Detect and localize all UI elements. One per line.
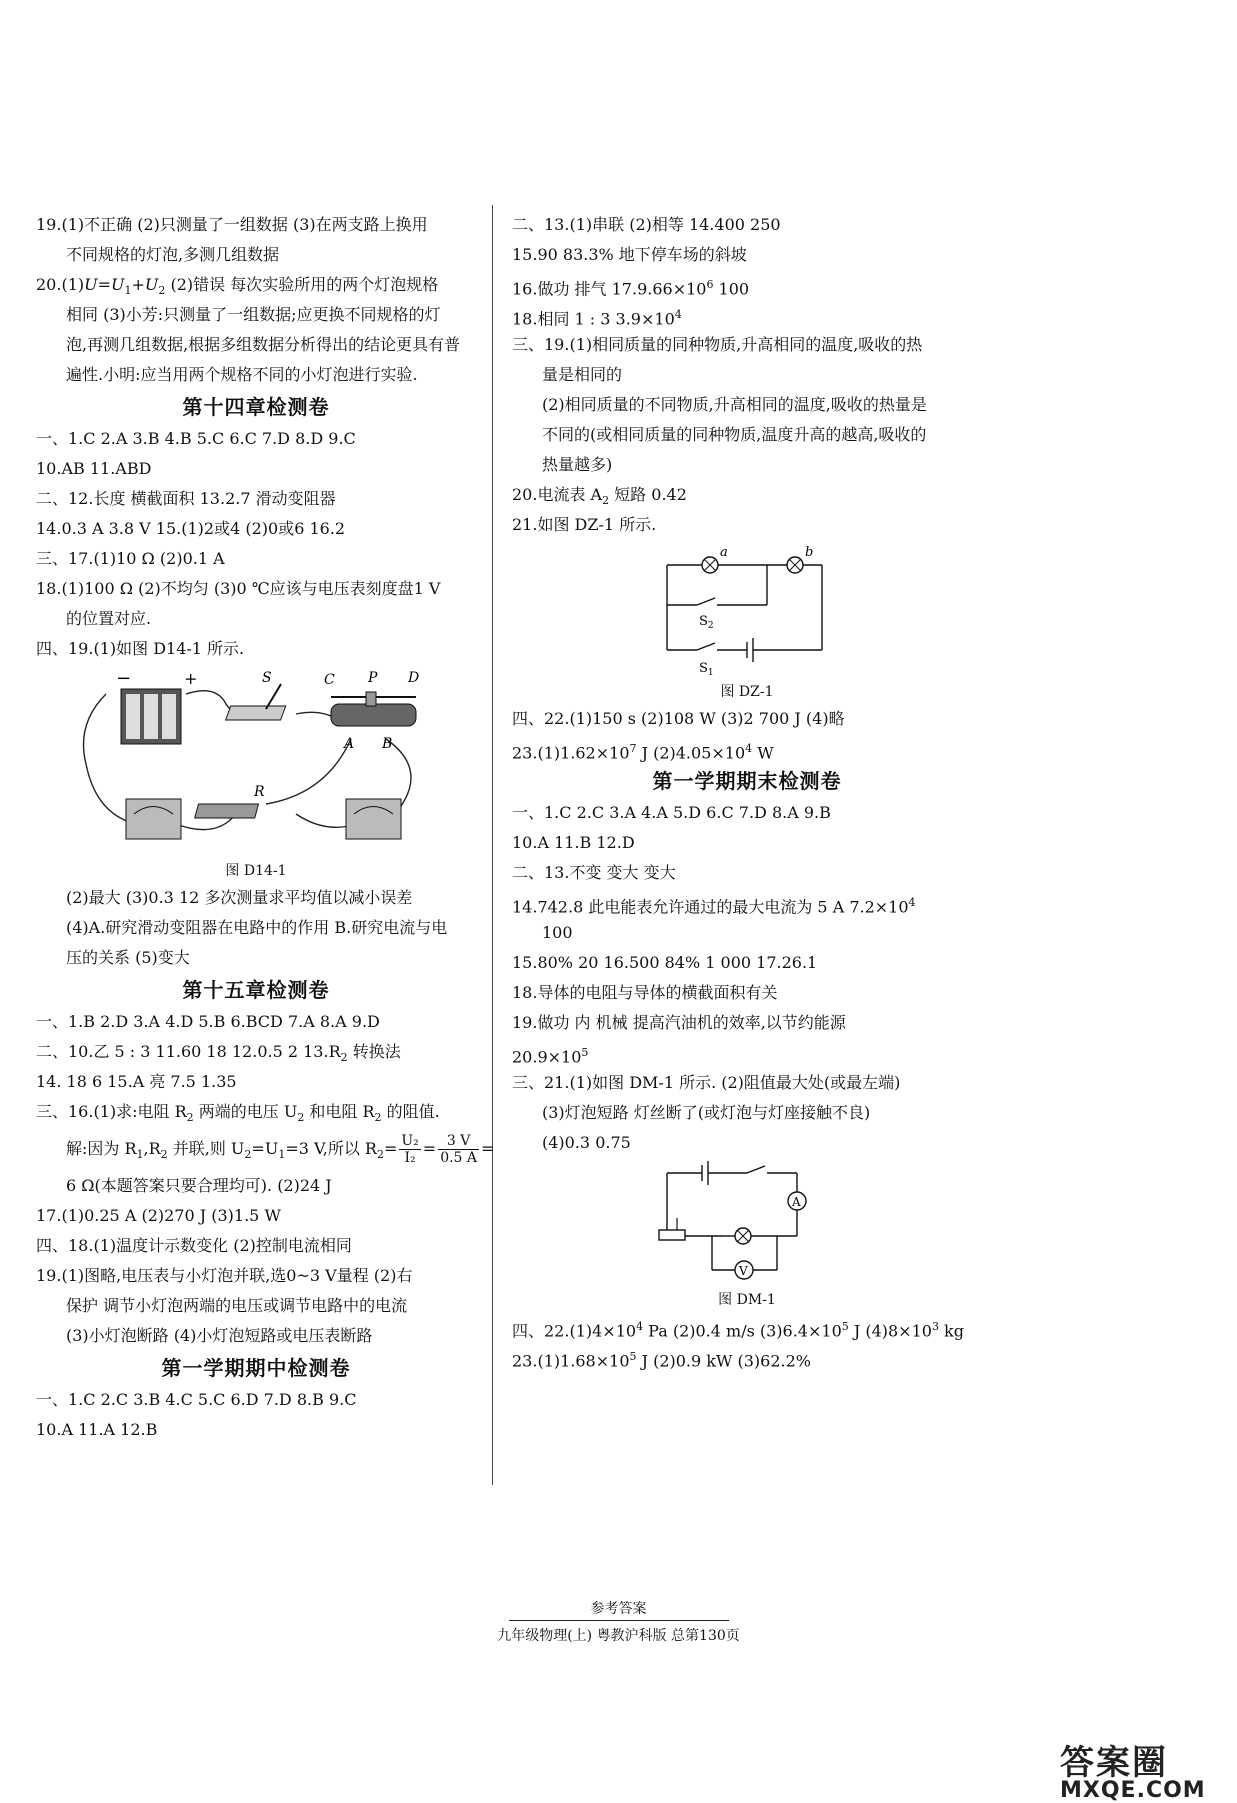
answer-line: 20.电流表 $A_2$ 短路 0.42: [512, 485, 687, 508]
answer-line: 量是相同的: [542, 365, 623, 384]
answer-line: 15.90 83.3% 地下停车场的斜坡: [512, 245, 747, 264]
resistor-icon: [195, 804, 259, 818]
answer-line: 遍性.小明:应当用两个规格不同的小灯泡进行实验.: [66, 365, 418, 384]
figure-d14-1: [66, 664, 446, 859]
answer-line: 19.(1)不正确 (2)只测量了一组数据 (3)在两支路上换用: [36, 215, 428, 234]
answer-line: 不同的(或相同质量的同种物质,温度升高的越高,吸收的: [542, 425, 927, 444]
answer-line: 压的关系 (5)变大: [66, 948, 190, 967]
answer-line: 的位置对应.: [66, 609, 152, 628]
answer-line: 18.导体的电阻与导体的横截面积有关: [512, 983, 778, 1002]
answer-line: $20.(1)U=U_1+U_2$ (2)错误 每次实验所用的两个灯泡规格: [36, 275, 439, 298]
answer-line: 6 Ω(本题答案只要合理均可). (2)24 J: [66, 1176, 332, 1195]
section-title: 第十四章检测卷: [182, 395, 330, 419]
terminal-b-label: B: [382, 736, 393, 752]
figure-caption: 图 D14-1: [225, 863, 287, 879]
answer-line: 三、19.(1)相同质量的同种物质,升高相同的温度,吸收的热: [512, 335, 923, 354]
answer-line: 三、16.(1)求:电阻 $R_2$ 两端的电压 $U_2$ 和电阻 $R_2$ 的阻值.: [36, 1102, 440, 1125]
answer-line: 18.(1)100 Ω (2)不均匀 (3)0 ℃应该与电压表刻度盘1 V: [36, 579, 441, 598]
answer-line: 19.(1)图略,电压表与小灯泡并联,选0~3 V量程 (2)右: [36, 1266, 413, 1285]
answer-line: 四、$22.(1)4\times 10^4$ Pa (2)0.4 m/s $(3)6.4\times 10^5$ J $(4)8\times 10^3$ kg: [512, 1320, 964, 1341]
fraction: $\frac{3 V}{0.5 A}$: [440, 1133, 478, 1166]
answer-line: (3)小灯泡断路 (4)小灯泡短路或电压表断路: [66, 1326, 373, 1345]
answer-line: 二、10.乙 5 : 3 11.60 18 12.0.5 2 $13.R_2$ 转换法: [36, 1042, 401, 1065]
figure-dm-1: [647, 1158, 847, 1288]
answer-line: 一、1.B 2.D 3.A 4.D 5.B 6.BCD 7.A 8.A 9.D: [36, 1012, 380, 1031]
answer-line: 100: [542, 923, 573, 942]
answer-line: 一、1.C 2.A 3.B 4.B 5.C 6.C 7.D 8.D 9.C: [36, 429, 356, 448]
page-footer: [0, 1598, 1237, 1645]
ammeter-label: A: [792, 1195, 801, 1209]
switch-label: S: [262, 670, 272, 686]
answer-line: 一、1.C 2.C 3.A 4.A 5.D 6.C 7.D 8.A 9.B: [512, 803, 831, 822]
voltmeter-label: V: [739, 1264, 748, 1278]
answer-line: 三、17.(1)10 Ω (2)0.1 A: [36, 549, 225, 568]
footer-label: 参考答案: [509, 1598, 729, 1621]
watermark-url: MXQE.COM: [1060, 1778, 1206, 1803]
battery-icon: [121, 689, 181, 744]
column-divider: [492, 205, 493, 1485]
answer-line: 14.742.8 此电能表允许通过的最大电流为 5 A $7.2\times 10^4$: [512, 896, 916, 917]
resistor-label: R: [254, 784, 265, 800]
answer-line: 14.0.3 A 3.8 V 15.(1)2或4 (2)0或6 16.2: [36, 519, 346, 538]
answer-line: 一、1.C 2.C 3.B 4.C 5.C 6.D 7.D 8.B 9.C: [36, 1390, 357, 1409]
answer-line: 10.A 11.A 12.B: [36, 1420, 158, 1439]
switch-s2-label: $S_2$: [699, 614, 714, 631]
lamp-icon: [735, 1228, 751, 1244]
answer-line: 19.做功 内 机械 提高汽油机的效率,以节约能源: [512, 1013, 846, 1032]
terminal-d-label: D: [408, 670, 420, 686]
answer-line: $23.(1)1.68\times 10^5$ J (2)0.9 kW (3)62.2%: [512, 1350, 811, 1371]
answer-line: 四、19.(1)如图 D14-1 所示.: [36, 639, 245, 658]
answer-line: 18.相同 1 : 3 $3.9\times 10^4$: [512, 308, 682, 329]
watermark-text: 答案圈: [1060, 1743, 1168, 1783]
answer-line: 10.AB 11.ABD: [36, 459, 152, 478]
figure-caption: 图 DZ-1: [720, 684, 774, 700]
plus-label: +: [184, 669, 198, 688]
answer-line: 保护 调节小灯泡两端的电压或调节电路中的电流: [66, 1296, 408, 1315]
answer-line: 热量越多): [542, 455, 613, 474]
answer-line: 15.80% 20 16.500 84% 1 000 17.26.1: [512, 953, 818, 972]
switch-s1-label: $S_1$: [699, 661, 714, 678]
answer-line: 14. 18 6 15.A 亮 7.5 1.35: [36, 1072, 237, 1091]
answer-line: 21.如图 DZ-1 所示.: [512, 515, 657, 534]
answer-line: 相同 (3)小芳:只测量了一组数据;应更换不同规格的灯: [66, 305, 441, 324]
section-title: 第一学期期末检测卷: [652, 769, 842, 793]
answer-line: 二、13.不变 变大 变大: [512, 863, 676, 882]
section-title: 第一学期期中检测卷: [161, 1356, 351, 1380]
rheostat-icon: [659, 1230, 685, 1240]
figure-dz-1: [647, 540, 847, 680]
fraction: $\frac{\text{U₂}}{\text{I₂}}$: [401, 1133, 419, 1166]
ammeter-icon: [126, 799, 181, 839]
answer-line: 三、21.(1)如图 DM-1 所示. (2)阻值最大处(或最左端): [512, 1073, 901, 1092]
answer-line: 二、13.(1)串联 (2)相等 14.400 250: [512, 215, 781, 234]
lamp-a-label: a: [720, 545, 728, 560]
answer-line: (2)最大 (3)0.3 12 多次测量求平均值以减小误差: [66, 888, 413, 907]
answer-line: (3)灯泡短路 灯丝断了(或灯泡与灯座接触不良): [542, 1103, 871, 1122]
answer-line: $20.9\times 10^5$: [512, 1046, 589, 1067]
answer-line: (4)A.研究滑动变阻器在电路中的作用 B.研究电流与电: [66, 918, 448, 937]
lamp-b-label: b: [805, 545, 814, 560]
terminal-c-label: C: [324, 672, 335, 688]
left-column: [36, 210, 495, 1445]
answer-line: 四、18.(1)温度计示数变化 (2)控制电流相同: [36, 1236, 352, 1255]
answer-line: 16.做功 排气 $17.9.66\times 10^6$ 100: [512, 278, 750, 299]
switch-icon: [226, 684, 286, 720]
answer-line: 17.(1)0.25 A (2)270 J (3)1.5 W: [36, 1206, 281, 1225]
answer-line: $23.(1)1.62\times 10^7$ J $(2)4.05\times 10^4$ W: [512, 742, 774, 763]
rheostat-icon: [331, 692, 416, 726]
terminal-p-label: P: [368, 670, 378, 686]
watermark-logo: [1060, 1735, 1230, 1803]
voltmeter-icon: [346, 799, 401, 839]
answer-line: 10.A 11.B 12.D: [512, 833, 635, 852]
answer-line: (4)0.3 0.75: [542, 1133, 631, 1152]
answer-line: (2)相同质量的不同物质,升高相同的温度,吸收的热量是: [542, 395, 927, 414]
footer-page-info: 九年级物理(上) 粤教沪科版 总第130页: [497, 1628, 740, 1644]
figure-caption: 图 DM-1: [718, 1292, 776, 1308]
lamp-a-icon: [702, 557, 718, 573]
answer-line: 不同规格的灯泡,多测几组数据: [66, 245, 280, 264]
terminal-a-label: A: [344, 736, 355, 752]
section-title: 第十五章检测卷: [182, 978, 330, 1002]
answer-line: 泡,再测几组数据,根据多组数据分析得出的结论更具有普: [66, 335, 461, 354]
answer-line: 解:因为 $R_1,R_2$ 并联,则 $U_2=U_1=3$ V,所以 $R_2=$ $\frac{\text{U₂}}{\text{I₂}}$ = $\frac{3 V}{0.5 A}$ =: [66, 1133, 495, 1166]
answer-line: 二、12.长度 横截面积 13.2.7 滑动变阻器: [36, 489, 336, 508]
minus-label: −: [116, 668, 132, 689]
lamp-b-icon: [787, 557, 803, 573]
right-column: [512, 210, 982, 1372]
answer-line: 四、22.(1)150 s (2)108 W (3)2 700 J (4)略: [512, 709, 845, 728]
